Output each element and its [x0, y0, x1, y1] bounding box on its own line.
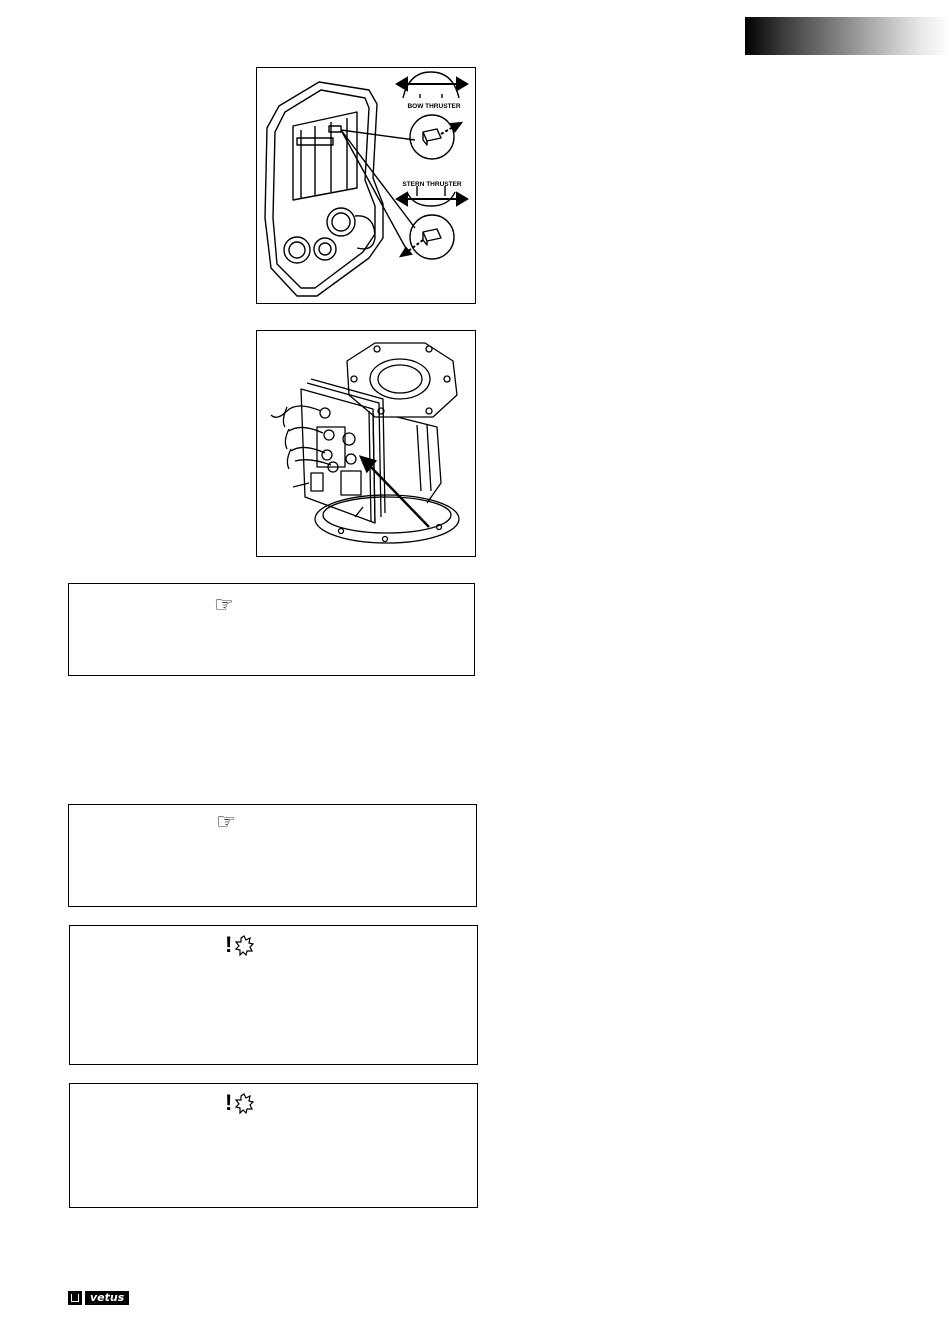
- warning-exclamation-icon: !: [225, 1090, 233, 1115]
- vetus-logo-mark: [68, 1291, 82, 1305]
- warning-box-2: [69, 1083, 478, 1208]
- vetus-logo: [68, 1291, 129, 1305]
- warning-box-1: [69, 925, 478, 1065]
- warning-exclamation-icon: !: [225, 932, 233, 957]
- thruster-motor-drawing: [257, 331, 477, 558]
- pointing-hand-icon: ☞: [214, 592, 234, 617]
- stern-thruster-label: STERN THRUSTER: [402, 181, 462, 188]
- figure-thruster-motor: [256, 330, 476, 557]
- figure-thruster-switch: [256, 67, 476, 304]
- control-box-cover-drawing: [257, 68, 477, 305]
- note-box-1: [68, 583, 475, 676]
- chapter-tab-bar: [745, 17, 950, 55]
- vetus-logo-word: vetus: [85, 1291, 129, 1305]
- gear-icon: [234, 934, 254, 958]
- note-box-2: [68, 804, 477, 907]
- pointing-hand-icon: ☞: [216, 809, 236, 834]
- bow-thruster-label: BOW THRUSTER: [407, 103, 461, 110]
- gear-icon: [234, 1092, 254, 1116]
